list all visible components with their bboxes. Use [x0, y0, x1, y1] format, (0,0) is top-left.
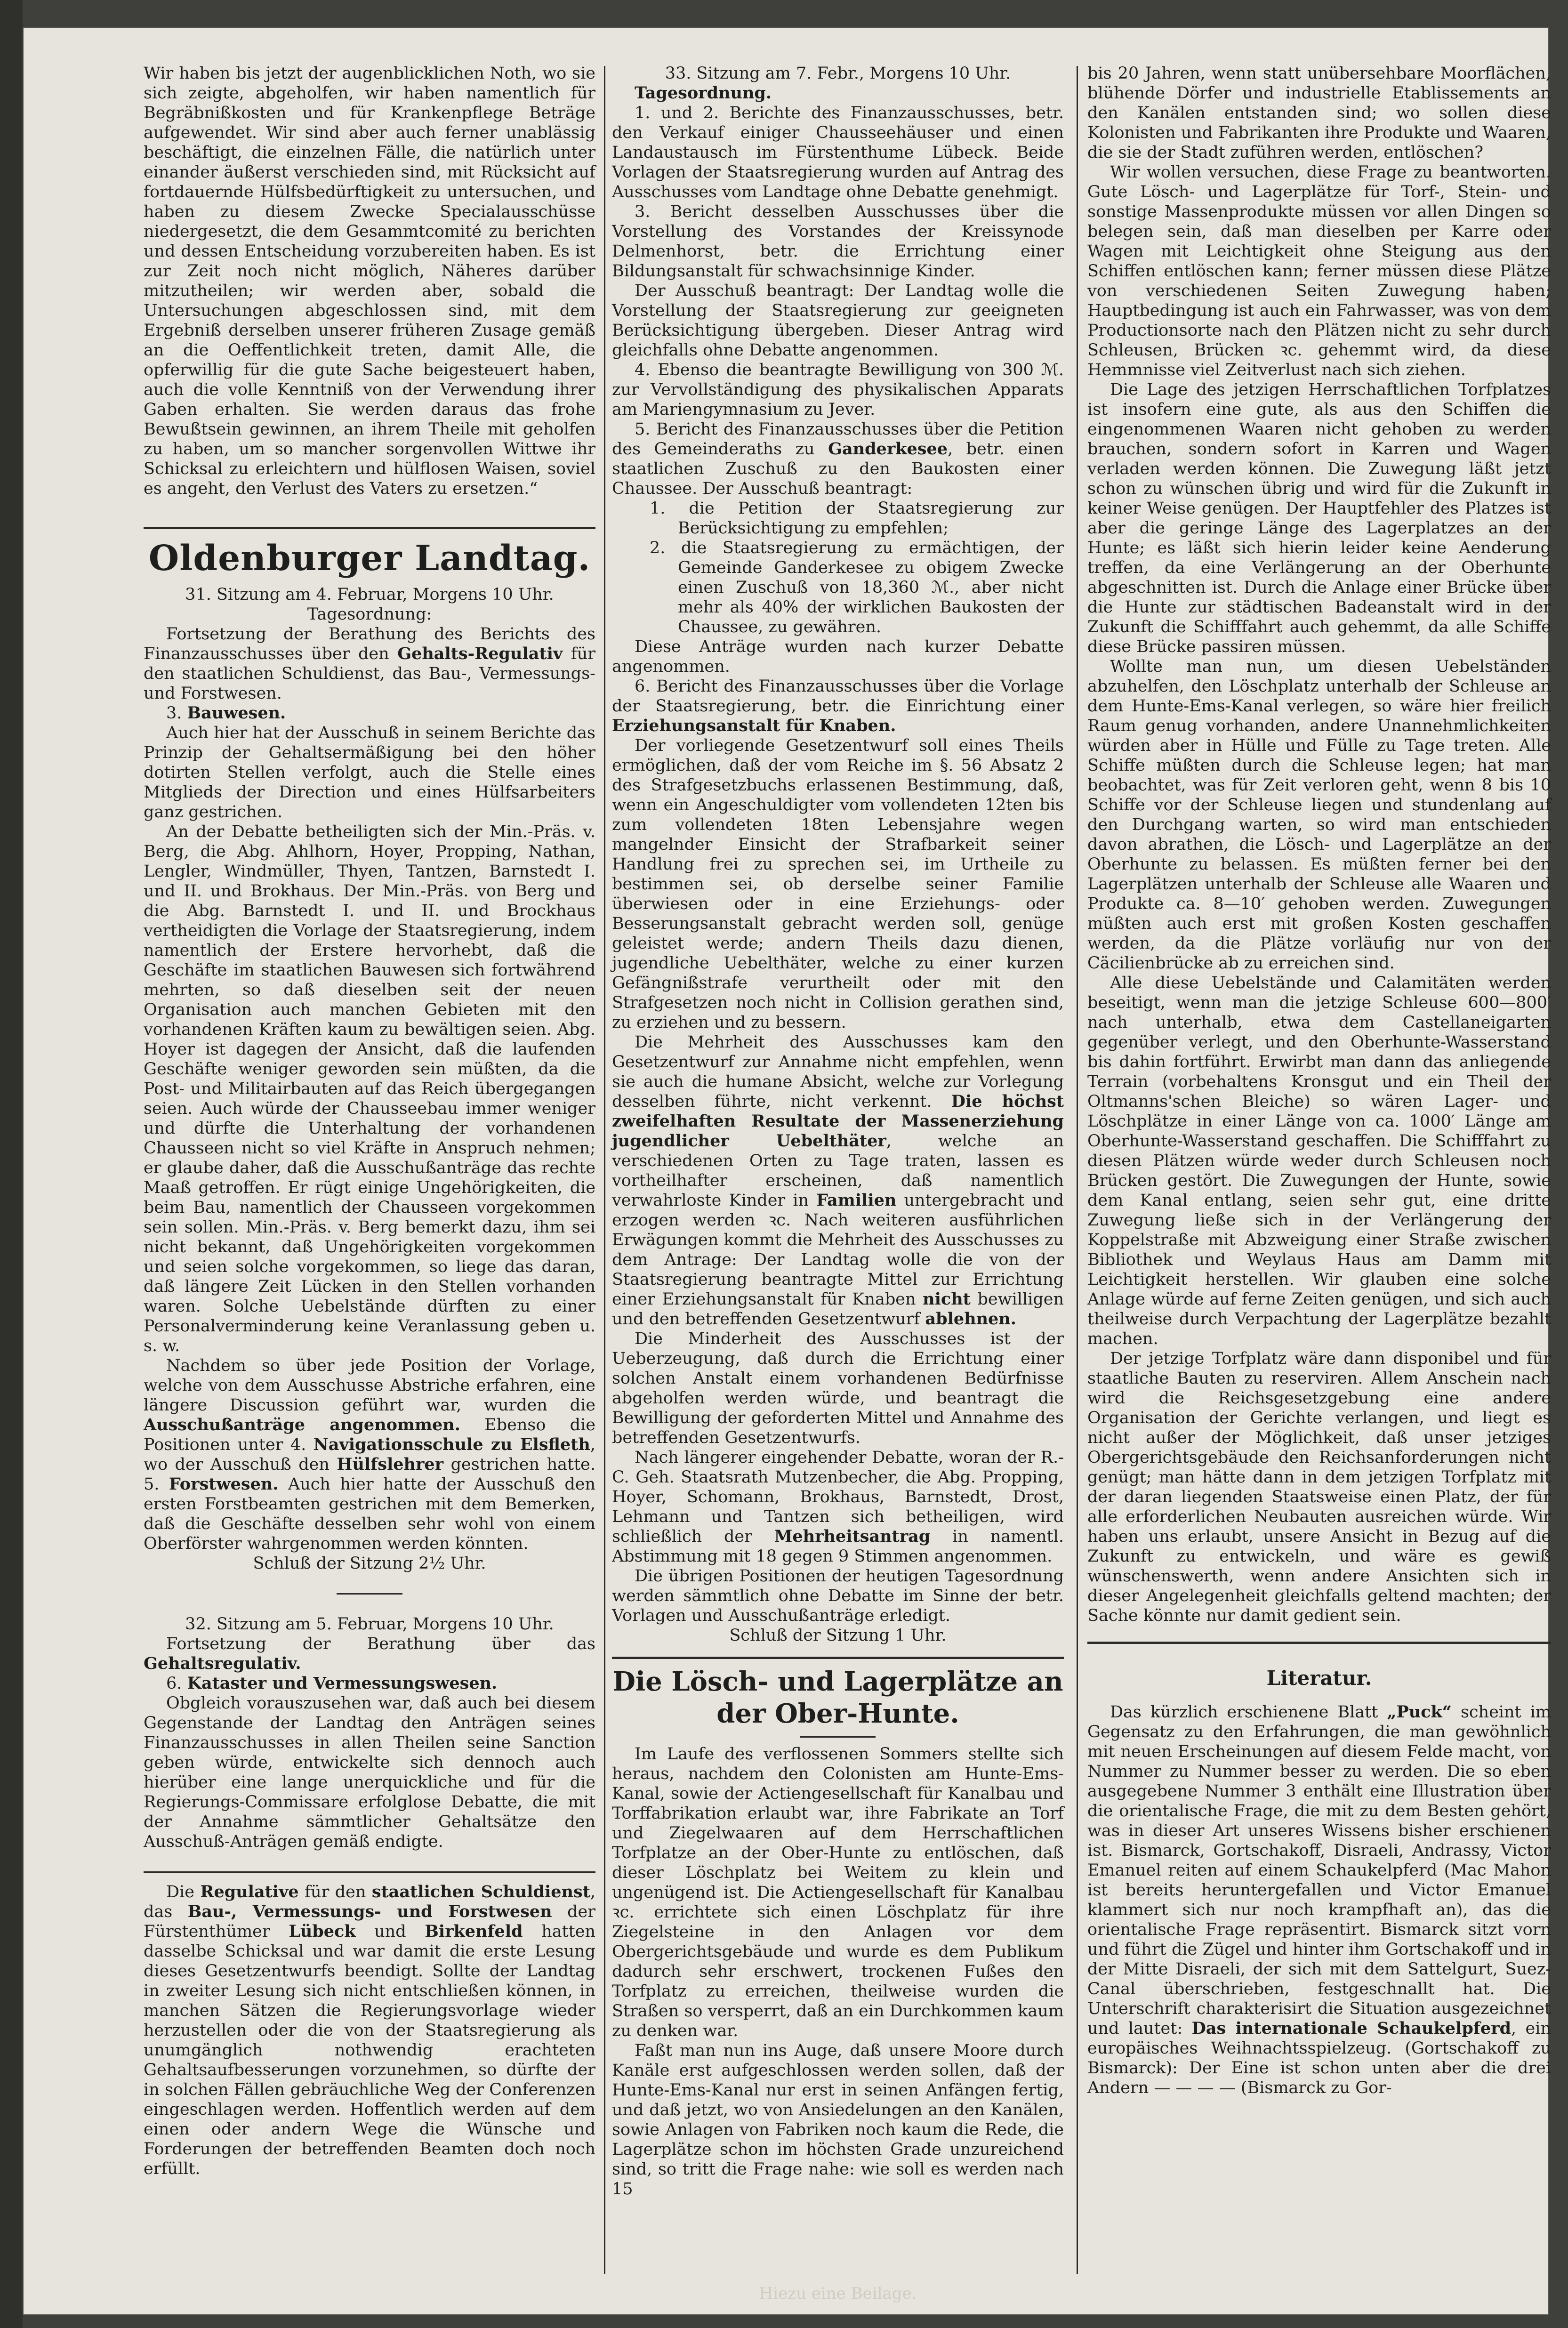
session-31-agenda-label: Tagesordnung: [307, 605, 432, 624]
session-32-header: 32. Sitzung am 5. Februar, Morgens 10 Uhr. [185, 1615, 554, 1634]
paragraph: Im Laufe des verflossenen Sommers stellte sich heraus, nachdem den Colonisten am Hunte-Ems-Kanal, sowie der Actiengesellschaft für Kanalbau und Torffabrikation erlaubt war, ihre Fabrikate an Torf und Ziegelwaaren auf dem Herrschaftlichen Torfplatze an der Ober-Hunte zu entlöschen, daß dieser Löschplatz bei Weitem zu klein und ungenügend ist. Die Actiengesellschaft für Kanalbau ꝛc. errichtete sich einen Löschplatz für ihre Ziegelsteine in den Anlagen vor dem Obergerichtsgebäude und wurde es dem Publikum dadurch sehr erschwert, trockenen Fußes den Torfplatz zu erreichen, theilweise wurden die Straßen so versperrt, daß an ein Durchkommen kaum zu denken war. [612, 1745, 1064, 2040]
short-rule [337, 1593, 402, 1595]
paragraph: 6. Bericht des Finanzausschusses über die Vorlage der Staatsregierung, betr. die Einrichtung einer Erziehungsanstalt für Knaben. [612, 677, 1064, 735]
literatur-title: Literatur. [1266, 1667, 1372, 1690]
paragraph: Wir wollen versuchen, diese Frage zu beantworten. Gute Lösch- und Lagerplätze für Torf-, Stein- und sonstige Massenprodukte müssen vor allen Dingen so belegen sein, daß man dieselben per Karre oder Wagen mit Leichtigkeit ohne Steigung aus den Schiffen entlöschen kann; ferner müssen diese Plätze von verschiedenen Seiten Zuwegung haben; Hauptbedingung ist auch ein Fahrwasser, was von dem Productionsorte nach den Plätzen nicht zu sehr durch Schleusen, Brücken ꝛc. gehemmt wird, da diese Hemmnisse viel Zeitverlust nach sich ziehen. [1087, 163, 1551, 379]
paragraph: Auch hier hat der Ausschuß in seinem Berichte das Prinzip der Gehaltsermäßigung bei den höher dotirten Stellen verfolgt, auch die Stelle eines Mitglieds der Direction und eines Hülfsarbeiters ganz gestrichen. [144, 724, 595, 822]
paragraph: Diese Anträge wurden nach kurzer Debatte angenommen. [612, 637, 1064, 676]
section-kataster: 6. Kataster und Vermessungswesen. [166, 1674, 498, 1693]
paragraph: Die Minderheit des Ausschusses ist der Ueberzeugung, daß durch die Errichtung einer solchen Anstalt einem vorhandenen Bedürfnisse abgeholfen werden würde, und beantragt die Bewilligung der geforderten Mittel und Annahme des betreffenden Gesetzentwurfs. [612, 1329, 1064, 1447]
paragraph: An der Debatte betheiligten sich der Min.-Präs. v. Berg, die Abg. Ahlhorn, Hoyer, Propping, Nathan, Lengler, Windmüller, Thyen, Tantzen, Barnstedt I. und II. und Brokhaus. Der Min.-Präs. von Berg und die Abg. Barnstedt I. und II. und Brockhaus vertheidigten die Vorlage der Staatsregierung, indem namentlich der Erstere hervorhebt, daß die Geschäfte im staatlichen Bauwesen sich fortwährend mehrten, so daß dieselben seit der neuen Organisation auch manchen Gebieten mit den vorhandenen Kräften kaum zu bewältigen seien. Abg. Hoyer ist dagegen der Ansicht, daß die laufenden Geschäfte weniger geworden sein müßten, da die Post- und Militairbauten auf das Reich übergegangen seien. Auch würde der Chausseebau immer weniger und dürfte die Unterhaltung der vorhandenen Chausseen nicht so viel Kräfte in Anspruch nehmen; er glaube daher, daß die Ausschußanträge das rechte Maaß getroffen. Er rügt einige Ungehörigkeiten, die beim Bau, namentlich der Chausseen vorgekommen sein sollen. Min.-Präs. v. Berg bemerkt dazu, ihm sei nicht bekannt, daß Ungehörigkeiten vorgekommen und seien solche vorgekommen, so liege das daran, daß längere Zeit Lücken in den Stellen vorhanden waren. Solche Uebelstände dürften zu einer Personalverminderung keine Veranlassung geben u. s. w. [144, 822, 595, 1355]
list-item: 1. die Petition der Staatsregierung zur Berücksichtigung zu empfehlen; [650, 499, 1064, 538]
landtag-title: Oldenburger Landtag. [148, 538, 591, 579]
section-rule [144, 527, 595, 529]
paragraph: Wollte man nun, um diesen Uebelständen abzuhelfen, den Löschplatz unterhalb der Schleuse an dem Hunte-Ems-Kanal verlegen, so wäre hier freilich Raum genug vorhanden, andere Unannehmlichkeiten würden aber in Hülle und Fülle zu Tage treten. Alle Schiffe müßten durch die Schleuse legen; hat man beobachtet, was für Zeit verloren geht, wenn 8 bis 10 Schiffe vor der Schleuse liegen und stundenlang auf den Durchgang warten, so wird man entschieden davon abrathen, die Lösch- und Lagerplätze an der Oberhunte zu belassen. Es müßten ferner bei den Lagerplätzen unterhalb der Schleuse alle Waaren und Produkte ca. 8—10′ gehoben werden. Zuwegungen müßten auch erst mit großen Kosten geschaffen werden, da die Plätze vorläufig nur von der Cäcilienbrücke ab zu erreichen sind. [1087, 657, 1551, 973]
session-33-end: Schluß der Sitzung 1 Uhr. [729, 1626, 947, 1645]
column-3 [1087, 64, 1551, 2098]
paragraph: Nachdem so über jede Position der Vorlage, welche von dem Ausschusse Abstriche erfahren, eine längere Discussion geführt war, wurden die Ausschußanträge angenommen. Ebenso die Positionen unter 4. Navigationsschule zu Elsfleth, wo der Ausschuß den Hülfslehrer gestrichen hatte. 5. Forstwesen. Auch hier hatte der Ausschuß den ersten Forstbeamten gestrichen mit dem Bemerken, daß die Geschäfte desselben sehr wohl von einem Oberförster wahrgenommen werden könnten. [144, 1356, 595, 1553]
section-rule [1087, 1642, 1551, 1644]
list-item: 2. die Staatsregierung zu ermächtigen, der Gemeinde Ganderkesee zu obigem Zwecke einen Zuschuß von 18,360 ℳ., aber nicht mehr als 40% der wirklichen Baukosten der Chaussee, zu gewähren. [650, 539, 1064, 636]
column-rule-left [604, 66, 605, 2274]
short-rule [144, 1871, 595, 1873]
paragraph: bis 20 Jahren, wenn statt unübersehbare Moorflächen, blühende Dörfer und industrielle Etablissements an den Kanälen entstanden sind; wo sollen diese Kolonisten und Fabrikanten ihre Produkte und Waaren, die sie der Stadt zuführen werden, entlöschen? [1087, 64, 1551, 162]
column-rule-right [1077, 66, 1078, 2274]
session-33-header: 33. Sitzung am 7. Febr., Morgens 10 Uhr. [665, 64, 1011, 83]
session-32-agenda: Fortsetzung der Berathung über das Gehaltsregulativ. [144, 1635, 595, 1673]
binding-edge [0, 0, 23, 2328]
article-title: Die Lösch- und Lagerplätze an der Ober-Hunte. [612, 1666, 1063, 1729]
paragraph: Faßt man nun ins Auge, daß unsere Moore durch Kanäle erst aufgeschlossen werden sollen, daß der Hunte-Ems-Kanal nur erst in seinen Anfängen fertig, und daß jetzt, wo von Ansiedelungen an den Kanälen, sowie Anlagen von Fabriken noch kaum die Rede, die Lagerplätze schon im höchsten Grade unzureichend sind, so tritt die Frage nahe: wie soll es werden nach 15 [612, 2041, 1064, 2199]
paragraph: Die Mehrheit des Ausschusses kam den Gesetzentwurf zur Annahme nicht empfehlen, wenn sie auch die humane Absicht, welche zur Vorlegung desselben führte, nicht verkennt. Die höchst zweifelhaften Resultate der Massenerziehung jugendlicher Uebelthäter, welche an verschiedenen Orten zu Tage traten, lassen es vortheilhafter erscheinen, daß namentlich verwahrloste Kinder in Familien untergebracht und erzogen werden ꝛc. Nach weiteren ausführlichen Erwägungen kommt die Mehrheit des Ausschusses zu dem Antrage: Der Landtag wolle die von der Staatsregierung beantragte Mittel zur Errichtung einer Erziehungsanstalt für Knaben nicht bewilligen und den betreffenden Gesetzentwurf ablehnen. [612, 1033, 1064, 1329]
paragraph: 4. Ebenso die beantragte Bewilligung von 300 ℳ. zur Vervollständigung des physikalischen Apparats am Mariengymnasium zu Jever. [612, 361, 1064, 419]
paragraph: Die Regulative für den staatlichen Schuldienst, das Bau-, Vermessungs- und Forstwesen der Fürstenthümer Lübeck und Birkenfeld hatten dasselbe Schicksal und war damit die erste Lesung dieses Gesetzentwurfs beendigt. Sollte der Landtag in zweiter Lesung sich nicht entschließen können, in manchen Sätzen die Regierungsvorlage wieder herzustellen oder die von der Staatsregierung als unumgänglich nothwendig erachteten Gehaltsaufbesserungen vorzunehmen, so dürfte der in solchen Fällen gebräuchliche Weg der Conferenzen eingeschlagen werden. Hoffentlich werden auf dem einen oder andern Wege die Wünsche und Forderungen der betreffenden Beamten doch noch erfüllt. [144, 1882, 596, 2178]
paragraph: Nach längerer eingehender Debatte, woran der R.-C. Geh. Staatsrath Mutzenbecher, die Abg. Propping, Hoyer, Schomann, Brokhaus, Barnstedt, Drost, Lehmann und Tantzen sich betheiligen, wird schließlich der Mehrheitsantrag in namentl. Abstimmung mit 18 gegen 9 Stimmen angenommen. [612, 1448, 1064, 1566]
section-rule [612, 1657, 1064, 1659]
section-bauwesen: 3. Bauwesen. [166, 703, 286, 723]
paragraph: Der vorliegende Gesetzentwurf soll eines Theils ermöglichen, daß der vom Reiche im §. 56 Absatz 2 des Strafgesetzbuchs erlassenen Bestimmung, daß, wenn ein Angeschuldigter vom vollendeten 12ten bis zum vollendeten 18ten Lebensjahre wegen mangelnder Einsicht der Strafbarkeit seiner Handlung frei zu sprechen sei, im Urtheile zu bestimmen sei, ob derselbe seiner Familie überwiesen oder in eine Erziehungs- oder Besserungsanstalt gebracht werden soll, genüge geleistet werde; andern Theils dazu dienen, jugendliche Uebelthäter, welche zu einer kurzen Gefängnißstrafe verurtheilt oder mit den Strafgesetzen noch nicht in Collision gerathen sind, zu erziehen und zu bessern. [612, 736, 1064, 1032]
bleed-through-text: Hiezu eine Beilage. [759, 2284, 917, 2303]
session-31-end: Schluß der Sitzung 2½ Uhr. [253, 1554, 486, 1573]
session-33-agenda-label: Tagesordnung. [635, 83, 772, 103]
session-31-agenda: Fortsetzung der Berathung des Berichts des Finanzausschusses über den Gehalts-Regulativ für den staatlichen Schuldienst, das Bau-, Vermessungs- und Forstwesen. [144, 625, 595, 703]
short-rule [800, 1736, 876, 1738]
paragraph: Das kürzlich erschienene Blatt „Puck“ scheint im Gegensatz zu den Erfahrungen, die man gewöhnlich mit neuen Erscheinungen auf diesem Felde macht, von Nummer zu Nummer besser zu werden. Die so eben ausgegebene Nummer 3 enthält eine Illustration über die orientalische Frage, die mit zu dem Besten gehört, was in dieser Art unseres Wissens bisher erschienen ist. Bismarck, Gortschakoff, Disraeli, Andrassy, Victor Emanuel reiten auf einem Schaukelpferd (Mac Mahon ist bereits heruntergefallen und Victor Emanuel klammert sich nur noch krampfhaft an), das die orientalische Frage repräsentirt. Bismarck sitzt vorn und führt die Zügel und hinter ihm Gortschakoff und in der Mitte Disraeli, der sich mit dem Sattelgurt, Suez-Canal überschrieben, festgeschnallt hat. Die Unterschrift charakterisirt die Situation ausgezeichnet und lautet: Das internationale Schaukelpferd, ein europäisches Weihnachtsspielzeug. (Gortschakoff zu Bismarck): Der Eine ist schon unten aber die drei Andern — — — — (Bismarck zu Gor- [1087, 1702, 1552, 2097]
paragraph: Obgleich vorauszusehen war, daß auch bei diesem Gegenstande der Landtag den Anträgen seines Finanzausschusses in allen Theilen seine Sanction geben würde, entwickelte sich dennoch auch hierüber eine lange unerquickliche und für die Regierungs-Commissare erfolglose Debatte, die mit der Annahme sämmtlicher Gehaltsätze den Ausschuß-Anträgen gemäß endigte. [144, 1694, 595, 1851]
session-31-header: 31. Sitzung am 4. Februar, Morgens 10 Uhr. [185, 585, 554, 604]
paragraph: 5. Bericht des Finanzausschusses über die Petition des Gemeinderaths zu Ganderkesee, betr. einen staatlichen Zuschuß zu den Baukosten einer Chaussee. Der Ausschuß beantragt: [612, 420, 1064, 498]
paragraph: 3. Bericht desselben Ausschusses über die Vorstellung des Vorstandes der Kreissynode Delmenhorst, betr. die Errichtung einer Bildungsanstalt für schwachsinnige Kinder. [612, 202, 1064, 281]
column-1 [144, 64, 595, 2179]
paragraph: Alle diese Uebelstände und Calamitäten werden beseitigt, wenn man die jetzige Schleuse 600—800′ nach unterhalb, etwa dem Castellaneigarten gegenüber verlegt, und den Oberhunte-Wasserstand bis dahin fortführt. Erwirbt man dann das anliegende Terrain (vorbehaltens Kronsgut und ein Theil der Oltmanns'schen Bleiche) so wären Lager- und Löschplätze in einer Länge von ca. 1000′ Länge am Oberhunte-Wasserstand geschaffen. Die Schifffahrt zu diesen Plätzen würde weder durch Schleusen noch Brücken gestört. Die Zuwegungen der Hunte, sowie dem Kanal entlang, seien sehr gut, eine dritte Zuwegung ließe sich in der Verlängerung der Koppelstraße mit Abzweigung einer Straße zwischen Bibliothek und Weylaus Haus am Damm mit Leichtigkeit herstellen. Wir glauben eine solche Anlage würde auf ferne Zeiten genügen, und sich auch theilweise durch Verpachtung der Lagerplätze bezahlt machen. [1087, 974, 1551, 1348]
paragraph: 1. und 2. Berichte des Finanzausschusses, betr. den Verkauf einiger Chausseehäuser und einen Landaustausch im Fürstenthume Lübeck. Beide Vorlagen der Staatsregierung wurden auf Antrag des Ausschusses vom Landtage ohne Debatte genehmigt. [612, 104, 1064, 201]
paragraph: Die Lage des jetzigen Herrschaftlichen Torfplatzes ist insofern eine gute, als aus den Schiffen die eingenommenen Waaren nicht gehoben zu werden brauchen, sondern sofort in Karren und Wagen verladen werden können. Die Zuwegung läßt jetzt schon zu wünschen übrig und wird für die Zukunft in keiner Weise genügen. Der Hauptfehler des Platzes ist aber die geringe Länge des Lagerplatzes an der Hunte; es läßt sich hierin leider keine Aenderung treffen, da eine Verlängerung an der Oberhunte abgeschnitten ist. Durch die Anlage einer Brücke über die Hunte zur städtischen Badeanstalt wird in der Zukunft die Schifffahrt auch gehemmt, da alle Schiffe diese Brücke passiren müssen. [1087, 380, 1551, 656]
paragraph: Die übrigen Positionen der heutigen Tagesordnung werden sämmtlich ohne Debatte im Sinne der betr. Vorlagen und Ausschußanträge erledigt. [612, 1567, 1064, 1625]
closing-paragraph: Wir haben bis jetzt der augenblicklichen Noth, wo sie sich zeigte, abgeholfen, wir haben namentlich für Begräbnißkosten und für Krankenpflege Beträge aufgewendet. Wir sind aber auch ferner unablässig beschäftigt, die einzelnen Fälle, die natürlich unter einander äußerst verschieden sind, mit Rücksicht auf fortdauernde Hülfsbedürftigkeit zu untersuchen, und haben zu diesem Zwecke Specialausschüsse niedergesetzt, die dem Gesammtcomité zu berichten und dessen Entscheidung vorzubereiten haben. Es ist zur Zeit noch nicht möglich, Näheres darüber mitzutheilen; wir werden aber, sobald die Untersuchungen abgeschlossen sind, mit dem Ergebniß derselben unserer früheren Zusage gemäß an die Oeffentlichkeit treten, damit Alle, die opferwillig für die gute Sache beigesteuert haben, auch die volle Kenntniß von der Verwendung ihrer Gaben erhalten. Sie werden daraus das frohe Bewußtsein gewinnen, an ihrem Theile mit geholfen zu haben, um so mancher sorgenvollen Wittwe ihr Schicksal zu erleichtern und hülflosen Waisen, soviel es angeht, den Verlust des Vaters zu ersetzen.“ [144, 64, 595, 498]
paragraph: Der jetzige Torfplatz wäre dann disponibel und für staatliche Bauten zu reserviren. Allem Anschein nach wird die Reichsgesetzgebung eine andere Organisation der Gerichte verlangen, und liegt es nicht außer der Möglichkeit, daß unser jetziges Obergerichtsgebäude den Reichsanforderungen nicht genügt; man hätte dann in dem jetzigen Torfplatz mit der daran liegenden Staatsweise einen Platz, der für alle erforderlichen Neubauten ausreichen würde. Wir haben uns erlaubt, unsere Ansicht in Bezug auf die Zukunft zu entwickeln, und wäre es gewiß wünschenswerth, wenn andere Ansichten sich in dieser Angelegenheit gleichfalls geltend machten; der Sache könnte nur damit gedient sein. [1087, 1349, 1551, 1625]
column-2 [612, 64, 1064, 2199]
paragraph: Der Ausschuß beantragt: Der Landtag wolle die Vorstellung der Staatsregierung zur geeigneten Berücksichtigung übergeben. Dieser Antrag wird gleichfalls ohne Debatte angenommen. [612, 282, 1064, 360]
